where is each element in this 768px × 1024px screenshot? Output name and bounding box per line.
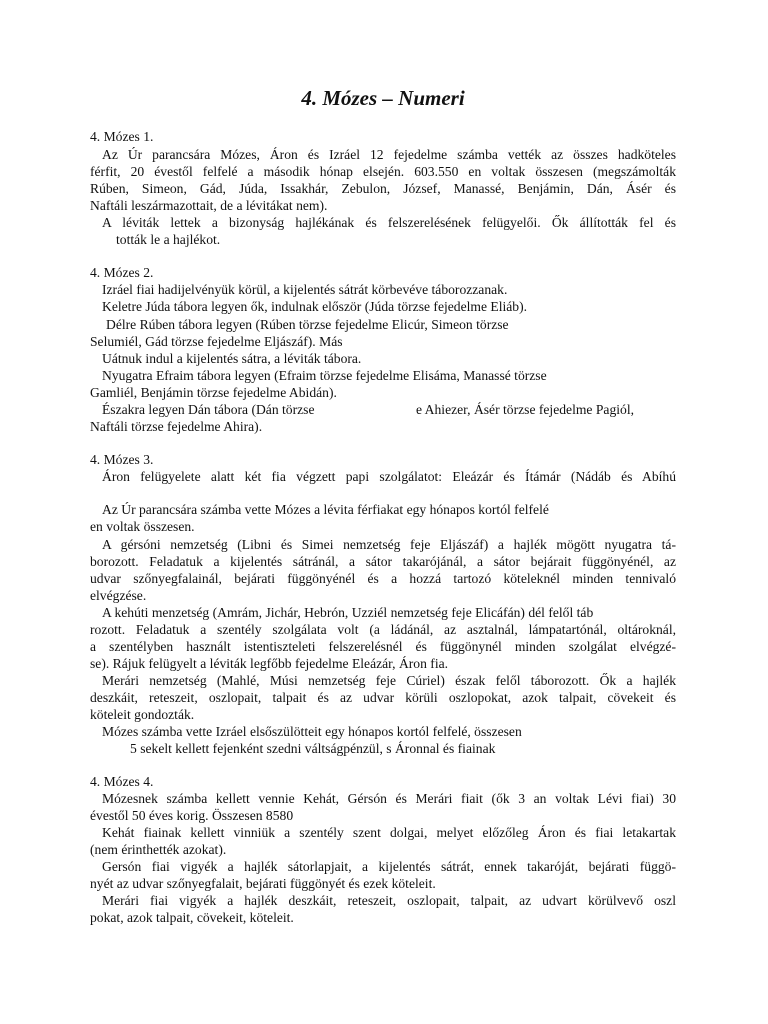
- text-line: 5 sekelt kellett fejenként szedni váltságpénzül, s Áronnal és fiainak: [130, 741, 496, 756]
- section-heading: 4. Mózes 4.: [90, 774, 154, 789]
- text-line: Naftáli leszármazottait, de a lévitákat nem).: [90, 198, 328, 213]
- text-line: (nem érinthették azokat).: [90, 842, 227, 857]
- text-line: deszkáit, reteszeit, oszlopait, talpait és az udvar körüli oszlopokat, azok talpait, cövekeit és: [90, 690, 676, 705]
- text-line: tották le a hajlékot.: [116, 232, 221, 247]
- text-line: en voltak összesen.: [90, 519, 195, 534]
- text-line: pokat, azok talpait, cövekeit, köteleit.: [90, 910, 294, 925]
- text-line: Északra legyen Dán tábora (Dán törzse: [102, 402, 315, 417]
- text-line: A léviták lettek a bizonyság hajlékának és felszerelésének felügyelői. Ők állították fel és: [102, 215, 676, 230]
- text-line: rozott. Feladatuk a szentély szolgálata volt (a ládánál, az asztalnál, lámpatartónál, oltároknál,: [90, 622, 676, 637]
- text-line: Keletre Júda tábora legyen ők, indulnak először (Júda törzse fejedelme Eliáb).: [102, 299, 528, 314]
- text-line: se). Rájuk felügyelt a léviták legfőbb fejedelme Eleázár, Áron fia.: [90, 656, 449, 671]
- text-line: Merári fiai vigyék a hajlék deszkáit, reteszeit, oszlopait, talpait, az udvart körülvevő oszl: [102, 893, 676, 908]
- text-line: a szentélyben használt istentiszteleti felszerelésnél és függönynél minden szolgálat elvégzé-: [90, 639, 676, 654]
- text-line: udvar szőnyegfalainál, bejárati függönyénél és a hozzá tartozó köteleknél minden tennivaló: [90, 571, 676, 586]
- text-line: Mózesnek számba kellett vennie Kehát, Gérsón és Merári fiait (ők 3 an voltak Lévi fiai) 30: [102, 791, 676, 806]
- page-title: 4. Mózes – Numeri: [301, 86, 465, 110]
- text-line: Naftáli törzse fejedelme Ahira).: [90, 419, 263, 434]
- text-line: Rúben, Simeon, Gád, Júda, Issakhár, Zebulon, József, Manassé, Benjámin, Dán, Ásér és: [90, 181, 676, 196]
- text-line: borozott. Feladatuk a kijelentés sátránál, a sátor takarójánál, a sátor bejárait függönyénél, az: [90, 554, 676, 569]
- text-line: e Ahiezer, Ásér törzse fejedelme Pagiól,: [416, 402, 634, 417]
- text-line: Izráel fiai hadijelvényük körül, a kijelentés sátrát körbevéve táborozzanak.: [102, 282, 508, 297]
- text-line: nyét az udvar szőnyegfalait, bejárati függönyét és ezek köteleit.: [90, 876, 436, 891]
- text-line: Gamliél, Benjámin törzse fejedelme Abidán).: [90, 385, 337, 400]
- text-line: Az Úr parancsára Mózes, Áron és Izráel 12 fejedelme számba vették az összes hadköteles: [102, 147, 676, 162]
- text-line: Uátnuk indul a kijelentés sátra, a léviták tábora.: [102, 351, 362, 366]
- text-line: Áron felügyelete alatt két fia végzett papi szolgálatot: Eleázár és Ítámár (Nádáb és Abíhú: [102, 469, 676, 484]
- text-line: Merári nemzetség (Mahlé, Músi nemzetség feje Cúriel) észak felől táborozott. Ők a hajlék: [102, 673, 676, 688]
- document-page: [90, 0, 676, 1024]
- section-heading: 4. Mózes 3.: [90, 452, 154, 467]
- text-line: elvégzése.: [90, 588, 147, 603]
- text-line: Selumiél, Gád törzse fejedelme Eljászáf). Más: [90, 334, 343, 349]
- text-line: A kehúti menzetség (Amrám, Jichár, Hebrón, Uzziél nemzetség feje Elicáfán) dél felől táb: [102, 605, 594, 620]
- section-heading: 4. Mózes 2.: [90, 265, 154, 280]
- text-line: Mózes számba vette Izráel elsőszülötteit egy hónapos kortól felfelé, összesen: [102, 724, 522, 739]
- text-line: évestől 50 éves korig. Összesen 8580: [90, 808, 294, 823]
- text-line: Nyugatra Efraim tábora legyen (Efraim törzse fejedelme Elisáma, Manassé törzse: [102, 368, 547, 383]
- text-line: Kehát fiainak kellett vinniük a szentély szent dolgai, melyet előzőleg Áron és fiai letakartak: [102, 825, 676, 840]
- text-line: férfit, 20 évestől felfelé a második hónap elsején. 603.550 en voltak összesen (megszámolták: [90, 164, 676, 179]
- section-heading: 4. Mózes 1.: [90, 129, 154, 144]
- text-line: Délre Rúben tábora legyen (Rúben törzse fejedelme Elicúr, Simeon törzse: [106, 317, 509, 332]
- text-line: A gérsóni nemzetség (Libni és Simei nemzetség feje Eljászáf) a hajlék mögött nyugatra tá-: [102, 537, 676, 552]
- text-line: Az Úr parancsára számba vette Mózes a lévita férfiakat egy hónapos kortól felfelé: [102, 502, 549, 517]
- text-line: Gersón fiai vigyék a hajlék sátorlapjait, a kijelentés sátrát, ennek takaróját, bejárati függö-: [102, 859, 676, 874]
- text-line: köteleit gondozták.: [90, 707, 195, 722]
